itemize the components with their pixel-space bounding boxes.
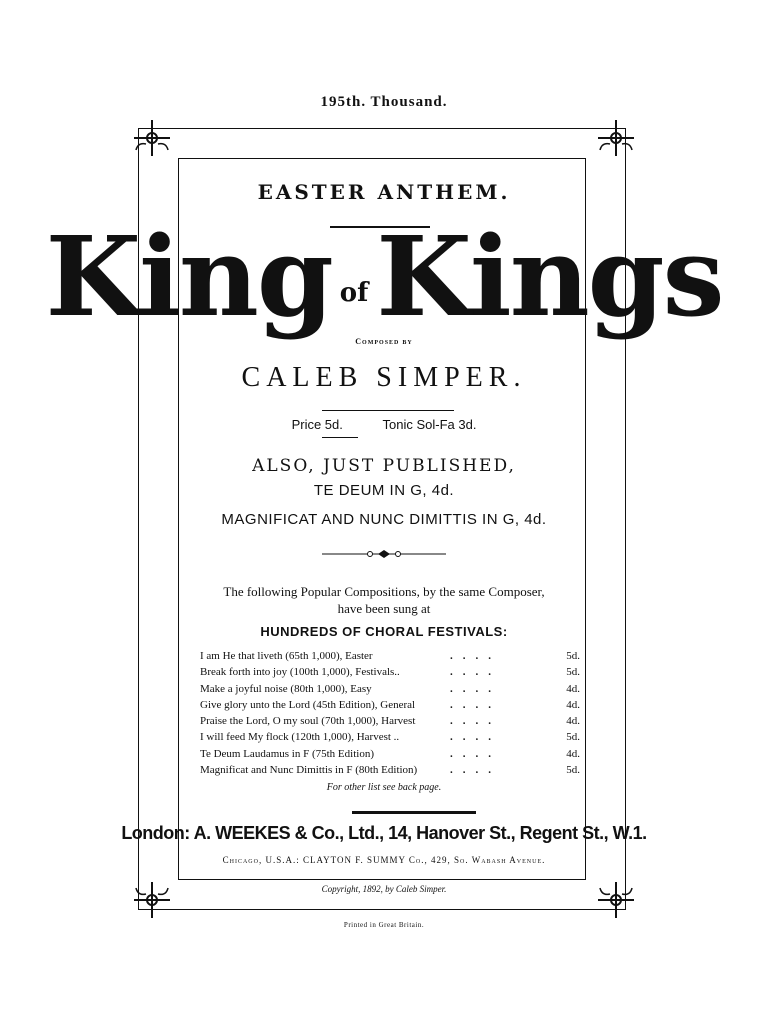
compositions-list [200, 648, 580, 778]
list-item [200, 697, 580, 713]
chicago-line: Chicago, U.S.A.: CLAYTON F. SUMMY Co., 429, So. Wabash Avenue. [222, 855, 546, 865]
work-price: 5d. [566, 731, 580, 744]
list-item [200, 746, 580, 762]
work-title: Praise the Lord, O my soul (70th 1,000), Harvest [200, 715, 416, 728]
work-price: 4d. [566, 698, 580, 711]
publisher-line: London: A. WEEKES & Co., Ltd., 14, Hanover St., Regent St., W.1. [121, 823, 647, 843]
divider-ornament-icon [322, 547, 446, 561]
work-title: I will feed My flock (120th 1,000), Harvest .. [200, 731, 400, 744]
title-part-2: Kings [376, 212, 723, 341]
leader-dots: .... [450, 682, 501, 695]
leader-dots: .... [450, 764, 501, 777]
edition-heading: 195th. Thousand. [320, 94, 448, 110]
corner-ornament-top-right-icon [596, 118, 636, 158]
corner-ornament-top-left-icon [132, 118, 172, 158]
list-item [200, 681, 580, 697]
work-price: 4d. [566, 715, 580, 728]
following-line-1: The following Popular Compositions, by the same Composer, [223, 584, 545, 599]
price-line [0, 417, 768, 432]
te-deum-title: TE DEUM IN G, 4d. [313, 482, 455, 499]
price-tonic-sol-fa: Tonic Sol-Fa 3d. [382, 417, 477, 432]
work-title: Make a joyful noise (80th 1,000), Easy [200, 682, 372, 695]
list-item [200, 648, 580, 664]
composed-by-label: Composed by [355, 337, 413, 346]
leader-dots: .... [450, 666, 501, 679]
other-list-note: For other list see back page. [326, 782, 442, 793]
publisher-rule [352, 811, 476, 814]
title-part-1: King [45, 212, 332, 341]
leader-dots: .... [450, 715, 501, 728]
leader-dots: .... [450, 731, 501, 744]
work-price: 4d. [566, 747, 580, 760]
following-line-2: have been sung at [337, 601, 431, 616]
also-published-heading: ALSO, JUST PUBLISHED, [252, 456, 516, 476]
list-item [200, 664, 580, 680]
anthem-subtitle: EASTER ANTHEM. [257, 180, 511, 204]
price-rule-top [322, 410, 454, 411]
composer-name: CALEB SIMPER. [241, 362, 527, 393]
following-text [0, 583, 768, 617]
magnificat-title: MAGNIFICAT AND NUNC DIMITTIS IN G, 4d. [221, 511, 547, 528]
price-main: Price 5d. [291, 417, 343, 432]
list-item [200, 713, 580, 729]
hundreds-heading: HUNDREDS OF CHORAL FESTIVALS: [260, 624, 508, 639]
work-title: Te Deum Laudamus in F (75th Edition) [200, 747, 374, 760]
work-price: 5d. [566, 650, 580, 662]
copyright-line: Copyright, 1892, by Caleb Simper. [321, 884, 447, 894]
work-title: Give glory unto the Lord (45th Edition), General [200, 698, 416, 711]
work-title: I am He that liveth (65th 1,000), Easter [200, 650, 373, 662]
work-title: Magnificat and Nunc Dimittis in F (80th Edition) [200, 764, 418, 777]
leader-dots: .... [450, 650, 501, 662]
list-item [200, 762, 580, 778]
list-item [200, 729, 580, 745]
work-price: 5d. [566, 764, 580, 777]
title-of: of [339, 277, 369, 308]
main-title [0, 212, 768, 341]
printed-line: Printed in Great Britain. [343, 921, 425, 929]
work-price: 5d. [566, 666, 580, 679]
price-rule-bottom [322, 437, 358, 438]
work-title: Break forth into joy (100th 1,000), Festivals.. [200, 666, 400, 679]
leader-dots: .... [450, 747, 501, 760]
work-price: 4d. [566, 682, 580, 695]
leader-dots: .... [450, 698, 501, 711]
